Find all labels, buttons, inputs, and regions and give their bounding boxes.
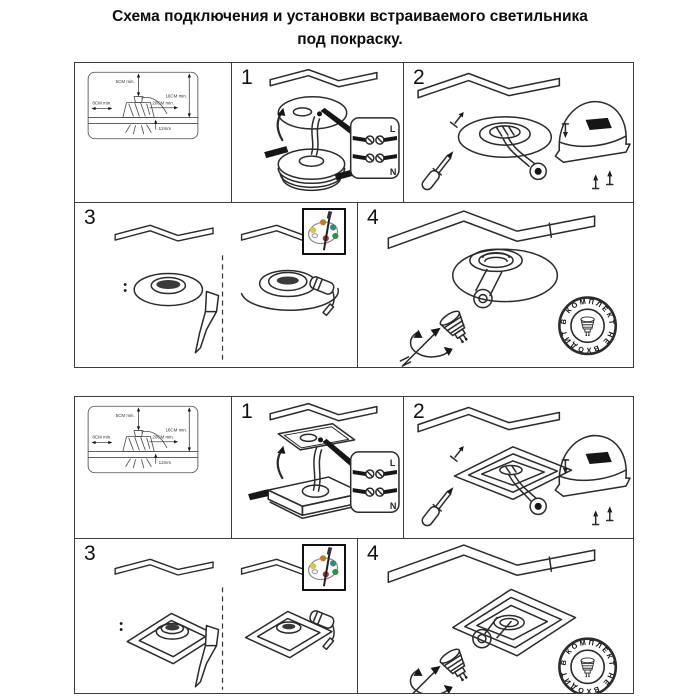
palette-icon (302, 208, 346, 255)
screw-icon (451, 110, 467, 128)
round-step1-cell (232, 63, 404, 202)
round-step2-illustration (404, 63, 633, 202)
connector (530, 163, 546, 179)
palette-icon (302, 544, 346, 591)
connector (530, 498, 546, 514)
square-step4-cell (358, 539, 633, 693)
wire-bundle (321, 108, 355, 135)
screw-icon (451, 444, 467, 462)
round-clearance-cell (75, 63, 232, 202)
screw-icon (593, 174, 599, 188)
ceiling-line (388, 211, 594, 248)
panel-round-fixture (74, 62, 634, 368)
round-fixture-recessed (458, 117, 551, 157)
paint-brush-icon (193, 626, 218, 691)
square-step1-cell (232, 397, 404, 538)
round-step3-cell (75, 203, 358, 367)
round-fixture-paint-brush-scene (124, 273, 203, 305)
gu10-bulb-icon (438, 309, 474, 348)
gu10-bulb-icon (438, 647, 474, 686)
not-included-stamp (559, 297, 617, 355)
ceiling-line (418, 73, 559, 97)
step-number: 2 (413, 66, 425, 89)
step-number: 2 (413, 400, 425, 423)
ceiling-line (388, 545, 594, 582)
round-step2-cell (404, 63, 633, 202)
step-number: 1 (241, 66, 253, 89)
terminal-block (351, 452, 399, 512)
screwdriver-icon (420, 148, 457, 192)
screw-icon (607, 170, 613, 184)
ceiling-line (270, 404, 377, 421)
square-step3-cell (75, 539, 358, 693)
square-step4-illustration (358, 539, 633, 693)
paint-brush-icon (193, 292, 218, 357)
clearance-dimension-diagram (87, 405, 199, 474)
wire (313, 448, 316, 490)
page-title (0, 5, 700, 52)
square-mounting-plate (278, 424, 354, 450)
ceiling-line (270, 70, 377, 87)
clearance-dimension-diagram (87, 71, 199, 140)
dome-cover (555, 436, 630, 497)
dome-cover (555, 102, 630, 163)
square-step2-cell (404, 397, 633, 538)
screwdriver-icon (420, 484, 457, 528)
wire (503, 138, 529, 166)
step-number: 3 (84, 206, 96, 229)
step-number: 1 (241, 400, 253, 423)
round-fixture-painted (453, 249, 558, 301)
step-number: 4 (367, 206, 379, 229)
terminal-block (351, 118, 399, 178)
ceiling-line (115, 225, 213, 241)
square-step2-illustration (404, 397, 633, 538)
ceiling-line (115, 559, 213, 575)
paint-roller-icon (301, 609, 342, 650)
screw-icon (593, 510, 599, 524)
not-included-stamp (559, 638, 617, 693)
round-step4-illustration (358, 203, 633, 367)
twist-arrow-icon (411, 330, 453, 357)
screw-icon (607, 506, 613, 520)
step-number: 4 (367, 542, 379, 565)
page-title-line1: Схема подключения и установки встраиваемого светильника (112, 8, 588, 25)
ceiling-line (418, 407, 559, 431)
square-clearance-cell (75, 397, 232, 538)
round-step1-illustration (232, 63, 403, 202)
square-fixture-painted (453, 589, 576, 655)
panel-square-fixture (74, 396, 634, 694)
page-title-line2: под покраску. (297, 31, 403, 49)
round-step4-cell (358, 203, 633, 367)
square-fixture-recessed (454, 447, 571, 499)
step-number: 3 (84, 542, 96, 565)
insert-arrow-icon (400, 328, 440, 366)
square-step1-illustration (232, 397, 403, 538)
insert-arrow-icon (400, 666, 440, 693)
